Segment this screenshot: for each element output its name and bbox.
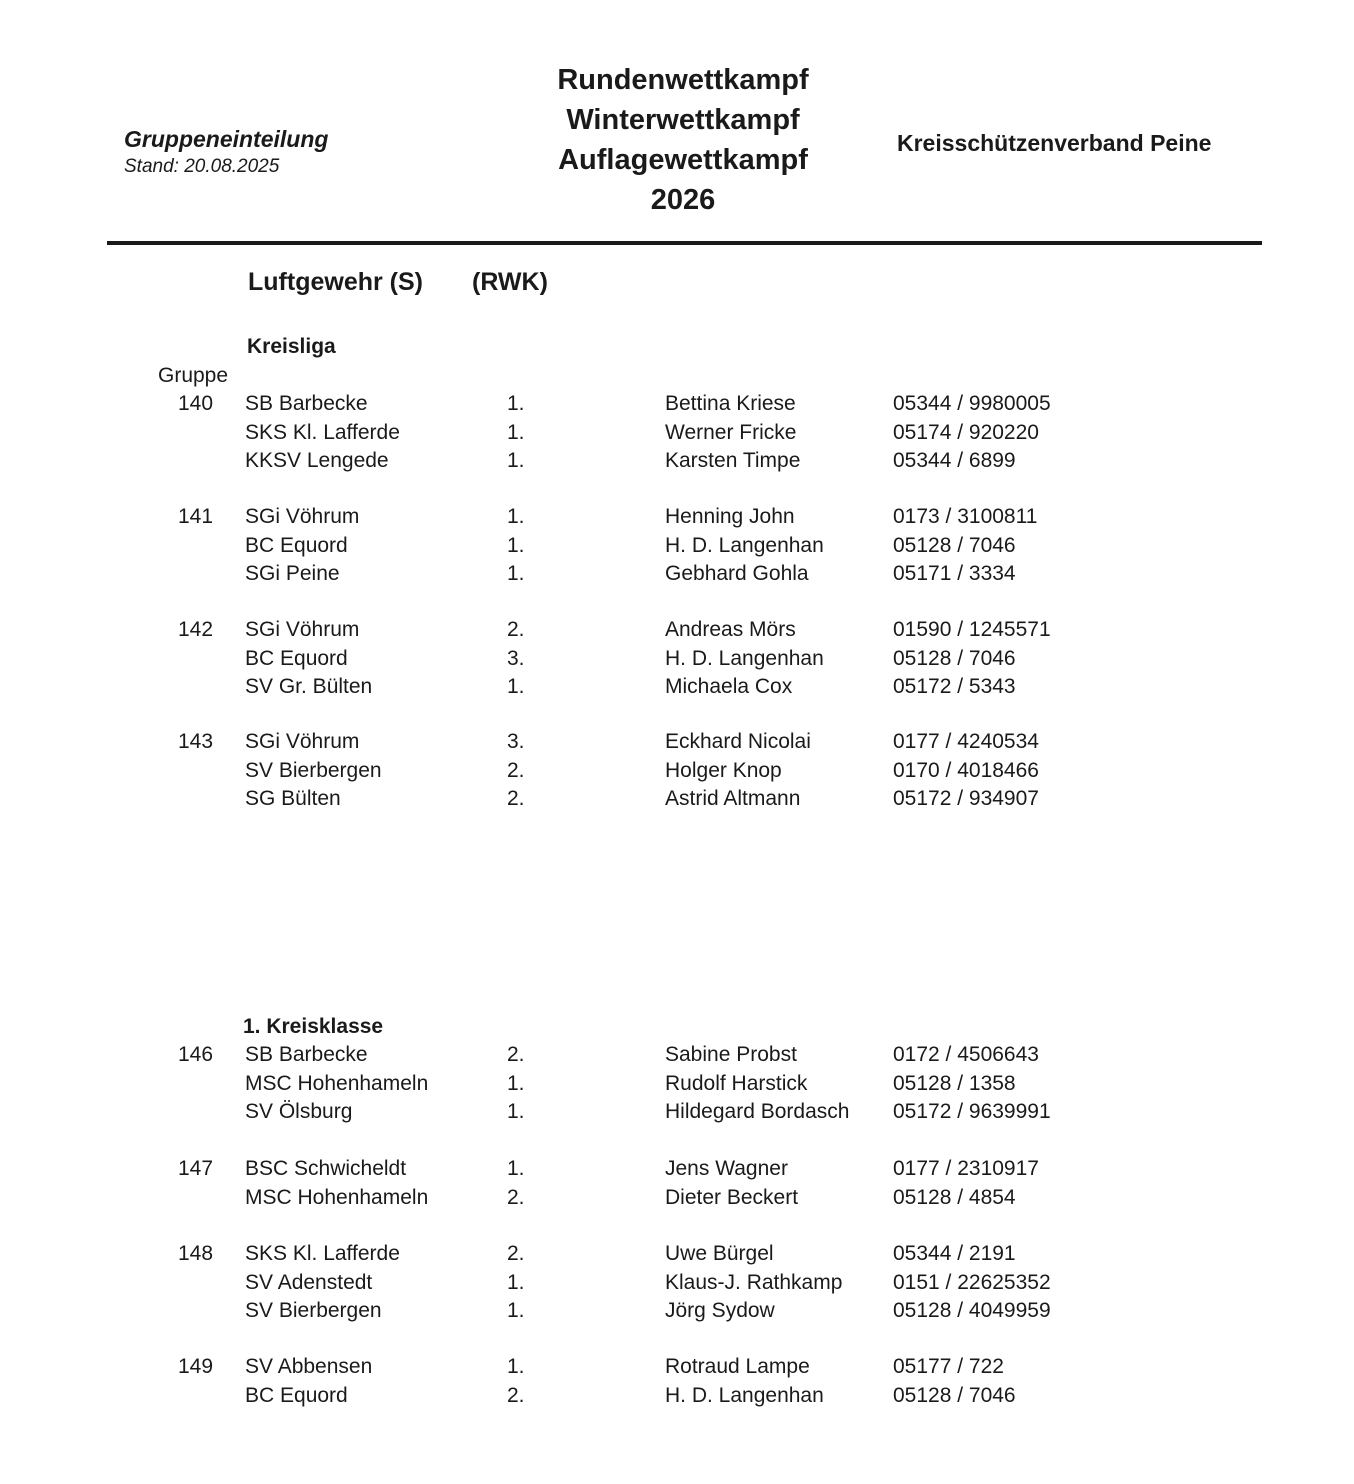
- league-title: 1. Kreisklasse: [243, 1015, 384, 1038]
- group-number: 146: [178, 1043, 214, 1066]
- club-name: SGi Vöhrum: [245, 730, 360, 753]
- team-number: 3.: [507, 730, 525, 753]
- team-number: 1.: [507, 449, 525, 472]
- group-number: 142: [178, 618, 214, 641]
- contact-phone: 05128 / 4049959: [893, 1299, 1051, 1322]
- group-number: 143: [178, 730, 214, 753]
- club-name: SGi Vöhrum: [245, 505, 360, 528]
- club-name: BC Equord: [245, 534, 348, 557]
- club-name: SKS Kl. Lafferde: [245, 421, 400, 444]
- contact-name: Andreas Mörs: [665, 618, 796, 641]
- team-number: 2.: [507, 1242, 525, 1265]
- contact-name: Rudolf Harstick: [665, 1072, 808, 1095]
- club-name: SKS Kl. Lafferde: [245, 1242, 400, 1265]
- contact-name: Holger Knop: [665, 759, 782, 782]
- contact-phone: 0172 / 4506643: [893, 1043, 1039, 1066]
- club-name: SV Adenstedt: [245, 1271, 373, 1294]
- team-number: 2.: [507, 1384, 525, 1407]
- contact-name: Eckhard Nicolai: [665, 730, 811, 753]
- contact-name: Uwe Bürgel: [665, 1242, 774, 1265]
- title-line-3: Auflagewettkampf: [558, 144, 808, 176]
- discipline-name: Luftgewehr (S): [248, 268, 423, 296]
- contact-phone: 05344 / 2191: [893, 1242, 1016, 1265]
- contact-name: Sabine Probst: [665, 1043, 797, 1066]
- team-number: 1.: [507, 421, 525, 444]
- contact-name: Henning John: [665, 505, 795, 528]
- contact-name: H. D. Langenhan: [665, 1384, 824, 1407]
- group-number: 147: [178, 1157, 214, 1180]
- club-name: SGi Vöhrum: [245, 618, 360, 641]
- team-number: 1.: [507, 1072, 525, 1095]
- title-year: 2026: [650, 184, 716, 216]
- team-number: 2.: [507, 1043, 525, 1066]
- contact-phone: 05128 / 7046: [893, 534, 1016, 557]
- club-name: BC Equord: [245, 647, 348, 670]
- contact-name: Karsten Timpe: [665, 449, 801, 472]
- title-line-1: Rundenwettkampf: [557, 64, 809, 96]
- club-name: SV Abbensen: [245, 1355, 373, 1378]
- group-number: 140: [178, 392, 214, 415]
- group-number: 141: [178, 505, 214, 528]
- league-title: Kreisliga: [247, 335, 336, 358]
- club-name: SG Bülten: [245, 787, 341, 810]
- team-number: 1.: [507, 1355, 525, 1378]
- contact-phone: 05172 / 934907: [893, 787, 1039, 810]
- organization-name: Kreisschützenverband Peine: [897, 130, 1212, 156]
- column-header-gruppe: Gruppe: [158, 364, 229, 387]
- contact-name: Werner Fricke: [665, 421, 797, 444]
- team-number: 1.: [507, 1100, 525, 1123]
- contact-phone: 05177 / 722: [893, 1355, 1004, 1378]
- team-number: 1.: [507, 562, 525, 585]
- club-name: SV Bierbergen: [245, 759, 382, 782]
- club-name: BC Equord: [245, 1384, 348, 1407]
- contact-phone: 05174 / 920220: [893, 421, 1039, 444]
- contact-phone: 05172 / 5343: [893, 675, 1016, 698]
- team-number: 1.: [507, 1271, 525, 1294]
- contact-phone: 0177 / 2310917: [893, 1157, 1039, 1180]
- group-number: 149: [178, 1355, 214, 1378]
- document-subtitle: Gruppeneinteilung: [124, 126, 329, 152]
- status-date: Stand: 20.08.2025: [124, 156, 280, 177]
- contact-name: Astrid Altmann: [665, 787, 801, 810]
- contact-phone: 0170 / 4018466: [893, 759, 1039, 782]
- contact-phone: 05128 / 7046: [893, 647, 1016, 670]
- contact-name: Rotraud Lampe: [665, 1355, 810, 1378]
- club-name: SB Barbecke: [245, 392, 368, 415]
- contact-name: Jens Wagner: [665, 1157, 788, 1180]
- contact-phone: 05172 / 9639991: [893, 1100, 1051, 1123]
- club-name: SV Bierbergen: [245, 1299, 382, 1322]
- club-name: MSC Hohenhameln: [245, 1186, 429, 1209]
- team-number: 1.: [507, 1157, 525, 1180]
- contact-phone: 05128 / 4854: [893, 1186, 1016, 1209]
- contact-phone: 01590 / 1245571: [893, 618, 1051, 641]
- contact-name: Bettina Kriese: [665, 392, 796, 415]
- contact-phone: 0177 / 4240534: [893, 730, 1039, 753]
- team-number: 1.: [507, 534, 525, 557]
- contact-name: Michaela Cox: [665, 675, 793, 698]
- club-name: SGi Peine: [245, 562, 340, 585]
- header-divider: [107, 241, 1262, 245]
- title-line-2: Winterwettkampf: [566, 104, 800, 136]
- team-number: 1.: [507, 505, 525, 528]
- contact-name: Klaus-J. Rathkamp: [665, 1271, 843, 1294]
- contact-phone: 05128 / 1358: [893, 1072, 1016, 1095]
- contact-name: Gebhard Gohla: [665, 562, 809, 585]
- club-name: SV Ölsburg: [245, 1100, 353, 1123]
- contact-phone: 05128 / 7046: [893, 1384, 1016, 1407]
- club-name: BSC Schwicheldt: [245, 1157, 407, 1180]
- contact-name: H. D. Langenhan: [665, 647, 824, 670]
- discipline-type: (RWK): [472, 268, 548, 296]
- contact-phone: 05171 / 3334: [893, 562, 1016, 585]
- contact-name: Hildegard Bordasch: [665, 1100, 850, 1123]
- contact-name: H. D. Langenhan: [665, 534, 824, 557]
- club-name: MSC Hohenhameln: [245, 1072, 429, 1095]
- contact-phone: 0173 / 3100811: [893, 505, 1038, 528]
- team-number: 2.: [507, 759, 525, 782]
- team-number: 3.: [507, 647, 525, 670]
- team-number: 1.: [507, 1299, 525, 1322]
- team-number: 2.: [507, 1186, 525, 1209]
- contact-phone: 05344 / 9980005: [893, 392, 1051, 415]
- team-number: 2.: [507, 618, 525, 641]
- club-name: SB Barbecke: [245, 1043, 368, 1066]
- team-number: 1.: [507, 675, 525, 698]
- club-name: KKSV Lengede: [245, 449, 389, 472]
- contact-name: Dieter Beckert: [665, 1186, 799, 1209]
- contact-phone: 0151 / 22625352: [893, 1271, 1051, 1294]
- team-number: 2.: [507, 787, 525, 810]
- club-name: SV Gr. Bülten: [245, 675, 373, 698]
- contact-phone: 05344 / 6899: [893, 449, 1016, 472]
- contact-name: Jörg Sydow: [665, 1299, 775, 1322]
- team-number: 1.: [507, 392, 525, 415]
- group-number: 148: [178, 1242, 214, 1265]
